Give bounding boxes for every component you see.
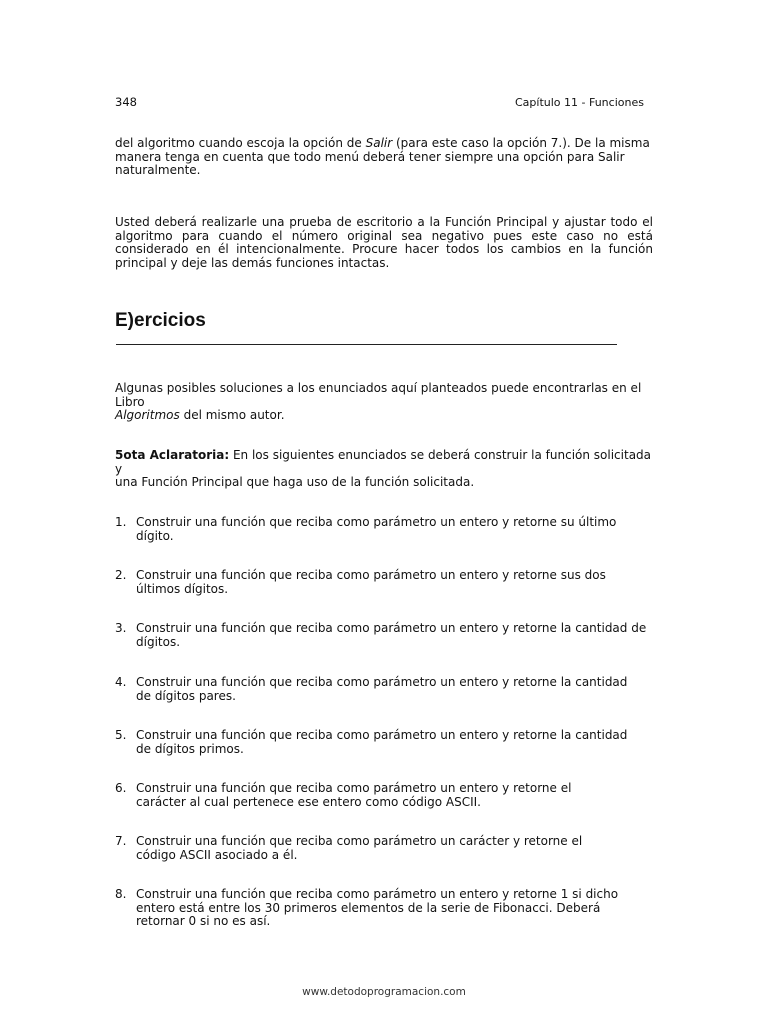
- clarification-note: 5ota Aclaratoria: En los siguientes enunciados se deberá construir la función solicitada y una Función Principal que haga uso de la función solicitada.: [115, 448, 652, 489]
- book-note: Algunas posibles soluciones a los enunciados aquí planteados puede encontrarlas en el Libro Algoritmos del mismo autor.: [115, 381, 642, 422]
- section-divider: [116, 344, 617, 345]
- footer-url: www.detodoprogramacion.com: [302, 986, 466, 998]
- intro-paragraph-2: Usted deberá realizarle una prueba de escritorio a la Función Principal y ajustar todo el algoritmo para cuando el número original sea negativo pues este caso no está considerado en él intencionalmente. Procure hacer todos los cambios en la función principal y deje las demás funciones intactas.: [115, 215, 653, 270]
- section-title: E)ercicios: [115, 310, 206, 331]
- book-title: Algoritmos: [115, 408, 180, 422]
- document-page: 348 Capítulo 11 - Funciones del algoritmo cuando escoja la opción de Salir (para este caso la opción 7.). De la misma manera tenga en cuenta que todo menú deberá tener siempre una opción para Salir naturalmente. Usted deberá realizarle una prueba de escritorio a la Función Principal y ajustar todo el algoritmo para cuando el número original sea negativo pues este caso no está considerado en él intencionalmente. Procure hacer todos los cambios en la función principal y deje las demás funciones intactas. E)ercicios Algunas posibles soluciones a los enunciados aquí planteados puede encontrarlas en el Libro Algoritmos del mismo autor. 5ota Aclaratoria: En los siguientes enunciados se deberá construir la función solicitada y una Función Principal que haga uso de la función solicitada. 1. Construir una función que reciba como parámetro un entero y retorne su último dígito. 2. Construir una función que reciba como parámetro un entero y retorne sus dos últimos dígitos. 3. Construir una función que reciba como parámetro un entero y retorne la cantidad de dígitos. 4. Construir una función que reciba como parámetro un entero y retorne la cantidad de dígitos pares. 5. Construir una función que reciba como parámetro un entero y retorne la cantidad de dígitos primos. 6. Construir una función que reciba como parámetro un entero y retorne el carácter al cual pertenece ese entero como código ASCII. 7. Construir una función que reciba como parámetro un carácter y retorne el código ASCII asociado a él. 8. Construir una función que reciba como parámetro un entero y retorne 1 si dicho entero está entre los 30 primeros elementos de la serie de Fibonacci. Deberá retornar 0 si no es así. www.detodoprogramacion.com: [0, 0, 768, 1024]
- clarification-label: 5ota Aclaratoria:: [115, 448, 230, 462]
- salir-option-text: Salir: [365, 136, 393, 150]
- chapter-header: Capítulo 11 - Funciones: [515, 96, 644, 109]
- page-number: 348: [115, 95, 137, 109]
- intro-paragraph-1: del algoritmo cuando escoja la opción de Salir (para este caso la opción 7.). De la misma manera tenga en cuenta que todo menú deberá tener siempre una opción para Salir naturalmente.: [115, 136, 650, 177]
